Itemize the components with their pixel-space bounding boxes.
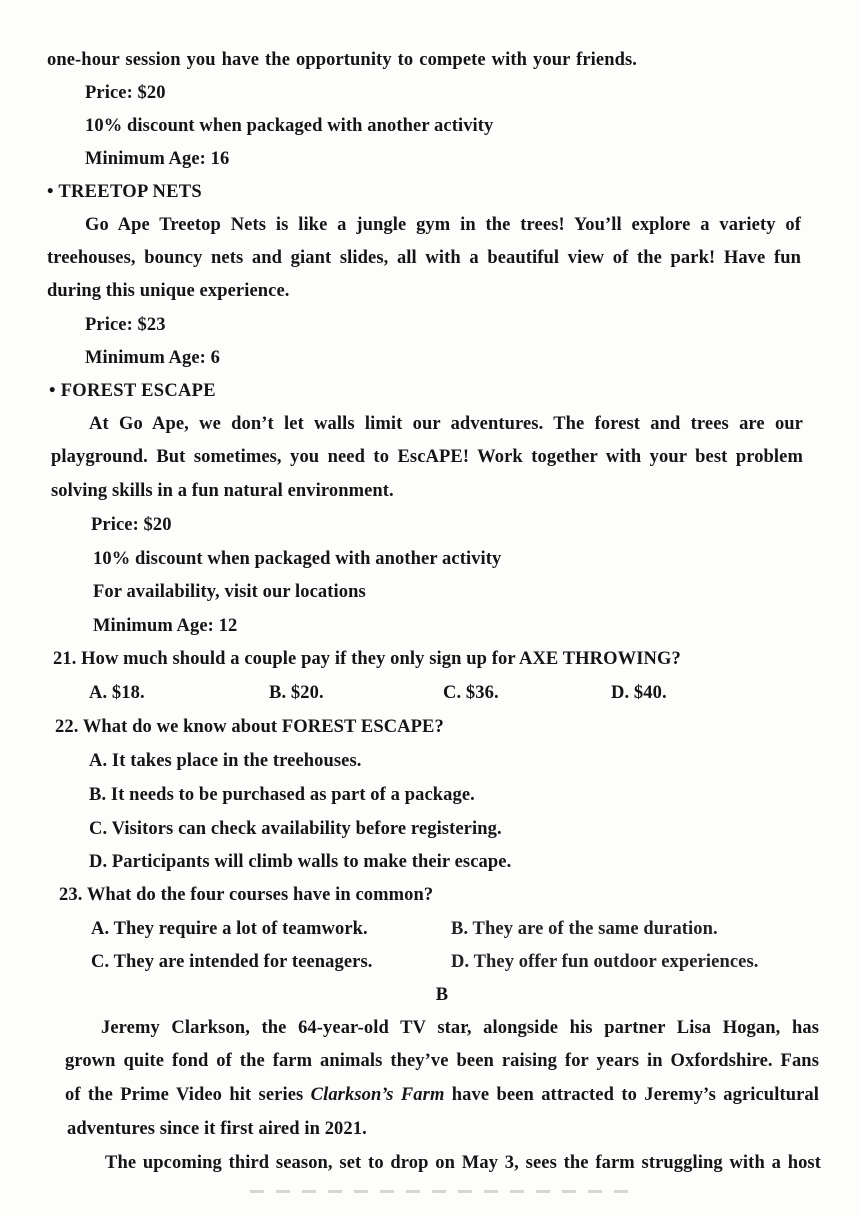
forest-escape-min-age: Minimum Age: 12	[93, 616, 238, 636]
axe-throwing-description-tail: one-hour session you have the opportunity to compete with your friends.	[47, 50, 637, 70]
axe-throwing-min-age: Minimum Age: 16	[85, 149, 230, 169]
question-21-option-b: B. $20.	[269, 683, 324, 703]
question-23-option-a: A. They require a lot of teamwork.	[91, 919, 368, 939]
forest-escape-price: Price: $20	[91, 515, 172, 535]
axe-throwing-discount: 10% discount when packaged with another activity	[85, 116, 494, 136]
question-23-option-d: D. They offer fun outdoor experiences.	[451, 952, 759, 972]
forest-escape-availability: For availability, visit our locations	[93, 582, 366, 602]
cut-off-next-line	[250, 1190, 630, 1193]
question-22-option-a: A. It takes place in the treehouses.	[89, 751, 362, 771]
treetop-nets-heading: • TREETOP NETS	[47, 182, 202, 202]
forest-escape-line-1: At Go Ape, we don’t let walls limit our adventures. The forest and trees are our	[89, 414, 803, 434]
passage-b-p1-line-1: Jeremy Clarkson, the 64-year-old TV star, alongside his partner Lisa Hogan, has	[101, 1018, 819, 1038]
treetop-nets-min-age: Minimum Age: 6	[85, 348, 221, 368]
forest-escape-line-3: solving skills in a fun natural environment.	[51, 481, 394, 501]
question-23-option-c: C. They are intended for teenagers.	[91, 952, 373, 972]
treetop-nets-line-1: Go Ape Treetop Nets is like a jungle gym in the trees! You’ll explore a variety of	[85, 215, 801, 235]
question-23-stem: 23. What do the four courses have in common?	[59, 885, 434, 905]
passage-b-p1-line-3-end: have been attracted to Jeremy’s agricultural	[444, 1085, 819, 1105]
question-22-option-d: D. Participants will climb walls to make their escape.	[89, 852, 512, 872]
question-21-stem: 21. How much should a couple pay if they only sign up for AXE THROWING?	[53, 649, 681, 669]
forest-escape-discount: 10% discount when packaged with another activity	[93, 549, 502, 569]
question-22-option-b: B. It needs to be purchased as part of a package.	[89, 785, 475, 805]
treetop-nets-line-2: treehouses, bouncy nets and giant slides, all with a beautiful view of the park! Have fun	[47, 248, 801, 268]
passage-b-p2-line-1: The upcoming third season, set to drop on May 3, sees the farm struggling with a host	[105, 1153, 821, 1173]
question-22-option-c: C. Visitors can check availability before registering.	[89, 819, 502, 839]
passage-b-p1-line-4: adventures since it first aired in 2021.	[67, 1119, 367, 1139]
section-b-label: B	[435, 985, 449, 1005]
question-21-option-c: C. $36.	[443, 683, 499, 703]
passage-b-p1-line-3-start: of the Prime Video hit series	[65, 1085, 311, 1105]
treetop-nets-price: Price: $23	[85, 315, 166, 335]
question-21-option-d: D. $40.	[611, 683, 667, 703]
question-21-option-a: A. $18.	[89, 683, 145, 703]
passage-b-p1-line-2: grown quite fond of the farm animals they’ve been raising for years in Oxfordshire. Fans	[65, 1051, 819, 1071]
axe-throwing-price: Price: $20	[85, 83, 166, 103]
forest-escape-heading: • FOREST ESCAPE	[49, 381, 216, 401]
question-23-option-b: B. They are of the same duration.	[451, 919, 718, 939]
passage-b-p1-line-3	[65, 1084, 819, 1106]
treetop-nets-line-3: during this unique experience.	[47, 281, 290, 301]
series-title: Clarkson’s Farm	[310, 1085, 445, 1105]
question-22-stem: 22. What do we know about FOREST ESCAPE?	[55, 717, 444, 737]
forest-escape-line-2: playground. But sometimes, you need to EscAPE! Work together with your best problem	[51, 447, 803, 467]
